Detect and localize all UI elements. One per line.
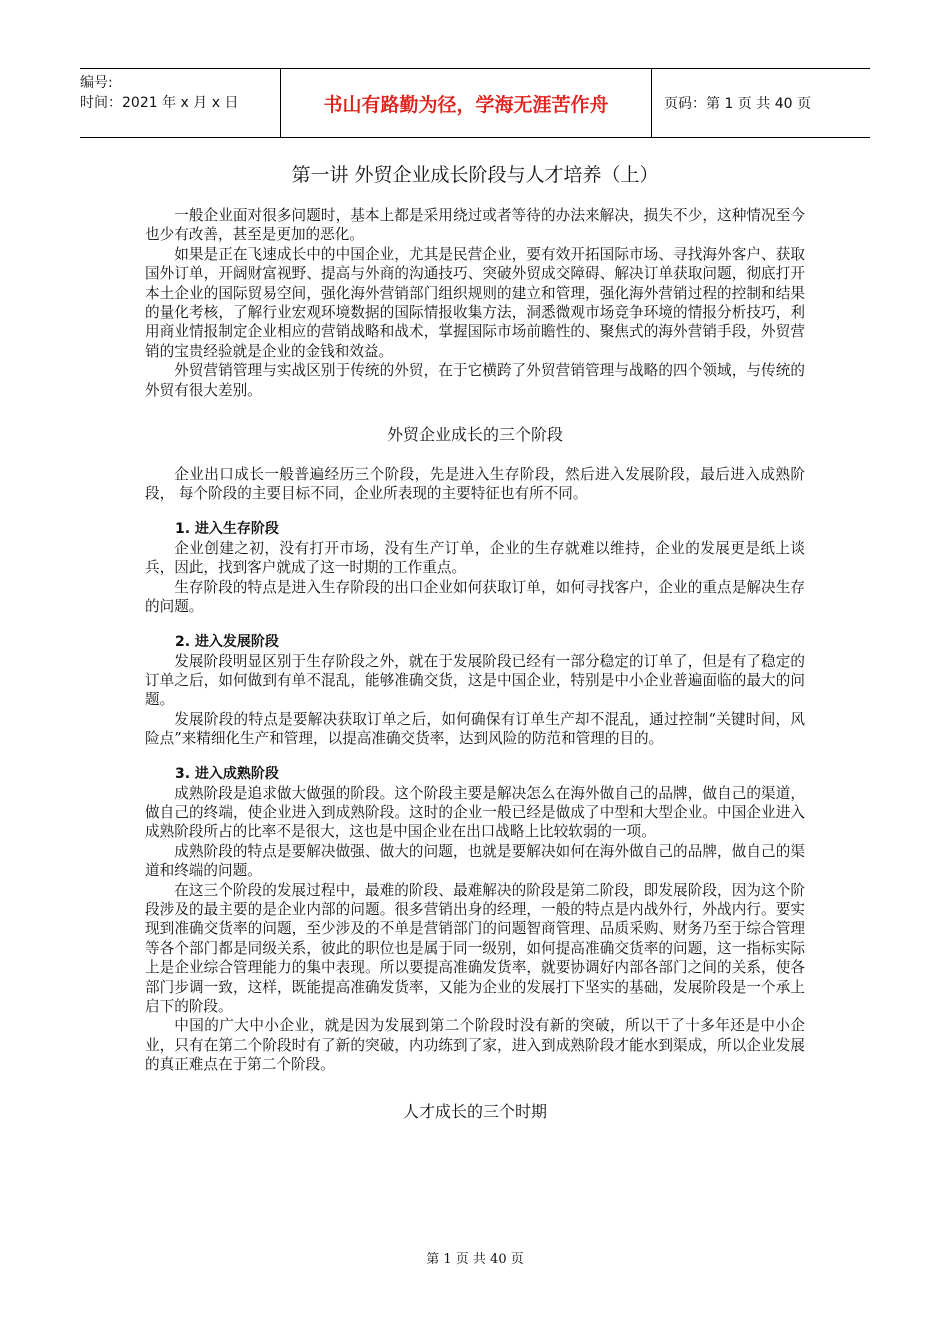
header-motto: 书山有路勤为径，学海无涯苦作舟: [280, 69, 652, 137]
stage1-heading: 1. 进入生存阶段: [175, 520, 279, 537]
stage2-paragraph-1: 发展阶段明显区别于生存阶段之外，就在于发展阶段已经有一部分稳定的订单了，但是有了稳定的订单之后，如何做到有单不混乱，能够准确交货，这是中国企业，特别是中小企业普遍面临的最大的问题。: [145, 652, 805, 709]
header-page-info: 页码：第 1 页 共 40 页: [664, 96, 811, 112]
stage2-paragraph-2: 发展阶段的特点是要解决获取订单之后，如何确保有订单生产却不混乱，通过控制“关键时间，风险点”来精细化生产和管理，以提高准确交货率，达到风险的防范和管理的目的。: [145, 710, 805, 748]
stage3-paragraph-4: 中国的广大中小企业，就是因为发展到第二个阶段时没有新的突破，所以干了十多年还是中小企业，只有在第二个阶段时有了新的突破，内功练到了家，进入到成熟阶段才能水到渠成，所以企业发展的真正难点在于第二个阶段。: [145, 1017, 805, 1074]
intro-paragraph-3: 外贸营销管理与实战区别于传统的外贸，在于它横跨了外贸营销管理与战略的四个领域，与传统的外贸有很大差别。: [145, 362, 805, 399]
stage1-paragraph-2: 生存阶段的特点是进入生存阶段的出口企业如何获取订单，如何寻找客户，企业的重点是解决生存的问题。: [145, 578, 805, 616]
document-body: [145, 206, 805, 1122]
stage3-paragraph-3: 在这三个阶段的发展过程中，最难的阶段、最难解决的阶段是第二阶段，即发展阶段，因为这个阶段涉及的最主要的是企业内部的问题。很多营销出身的经理，一般的特点是内战外行，外战内行。要实现到准确交货率的问题，至少涉及的不单是营销部门的问题智商管理、品质采购、财务乃至于综合管理等各个部门都是同级关系，彼此的职位也是属于同一级别，如何提高准确交货率的问题，这一指标实际上是企业综合管理能力的集中表现。所以要提高准确发货率，就要协调好内部各部门之间的关系，使各部门步调一致，这样，既能提高准确发货率，又能为企业的发展打下坚实的基础，发展阶段是一个承上启下的阶段。: [145, 881, 805, 1015]
stage3-heading: 3. 进入成熟阶段: [175, 765, 279, 782]
time-label: 时间：2021 年 x 月 x 日: [80, 95, 239, 111]
stage3-paragraph-1: 成熟阶段是追求做大做强的阶段。这个阶段主要是解决怎么在海外做自己的品牌，做自己的渠道，做自己的终端，使企业进入到成熟阶段。这时的企业一般已经是做成了中型和大型企业。中国企业进入成熟阶段所占的比率不是很大，这也是中国企业在出口战略上比较软弱的一项。: [145, 784, 805, 841]
section-heading-stages: 外贸企业成长的三个阶段: [386, 425, 563, 445]
intro-paragraph-1: 一般企业面对很多问题时，基本上都是采用绕过或者等待的办法来解决，损失不少，这种情况至今也少有改善，甚至是更加的恶化。: [145, 207, 805, 244]
stage2-heading: 2. 进入发展阶段: [175, 633, 279, 650]
code-label: 编号:: [80, 75, 113, 91]
header-meta: [80, 69, 280, 137]
page-header: [80, 68, 870, 138]
stage1-paragraph-1: 企业创建之初，没有打开市场，没有生产订单，企业的生存就难以维持，企业的发展更是纸上谈兵，因此，找到客户就成了这一时期的工作重点。: [145, 539, 805, 577]
page-footer: 第 1 页 共 40 页: [426, 1252, 524, 1267]
stage3-paragraph-2: 成熟阶段的特点是要解决做强、做大的问题，也就是要解决如何在海外做自己的品牌，做自己的渠道和终端的问题。: [145, 842, 805, 880]
document-title: 第一讲 外贸企业成长阶段与人才培养（上）: [291, 164, 659, 186]
section-heading-talent: 人才成长的三个时期: [402, 1101, 547, 1121]
section1-paragraph: 企业出口成长一般普遍经历三个阶段，先是进入生存阶段，然后进入发展阶段，最后进入成熟阶段， 每个阶段的主要目标不同，企业所表现的主要特征也有所不同。: [145, 466, 805, 503]
intro-paragraph-2: 如果是正在飞速成长中的中国企业，尤其是民营企业，要有效开拓国际市场、寻找海外客户、获取国外订单，开阔财富视野、提高与外商的沟通技巧、突破外贸成交障碍、解决订单获取问题，彻底打开本土企业的国际贸易空间，强化海外营销部门组织规则的建立和管理，强化海外营销过程的控制和结果的量化考核，了解行业宏观环境数据的国际情报收集方法，洞悉微观市场竞争环境的情报分析技巧，利用商业情报制定企业相应的营销战略和战术，掌握国际市场前瞻性的、聚焦式的海外营销手段，外贸营销的宝贵经验就是企业的金钱和效益。: [145, 245, 805, 360]
